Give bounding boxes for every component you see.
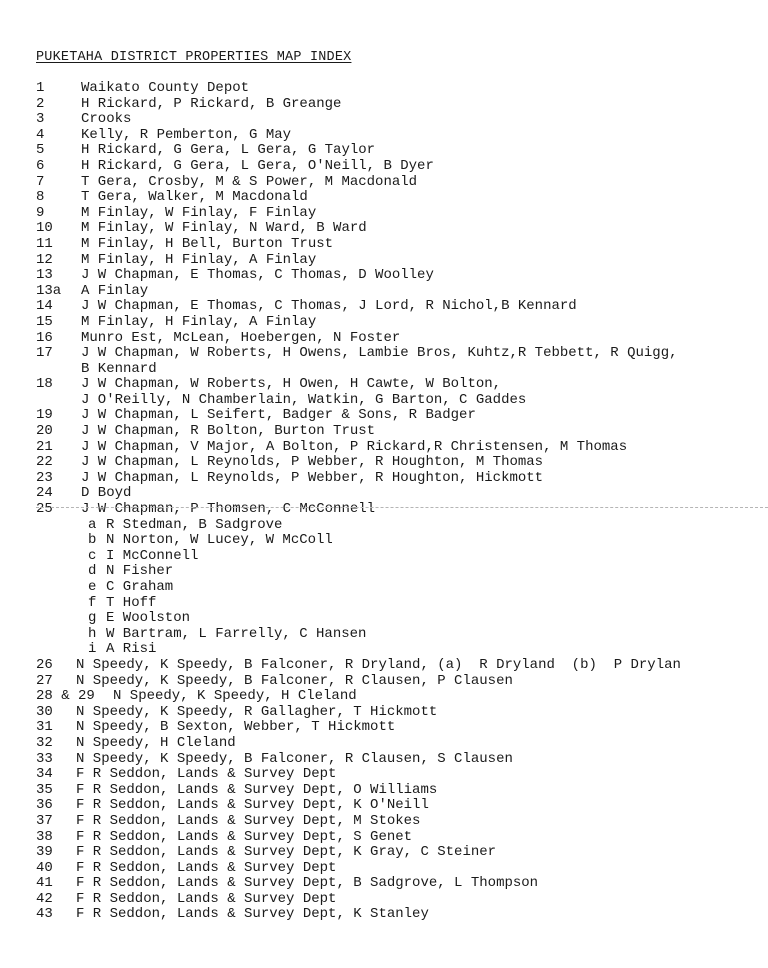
index-entry — [0, 845, 768, 861]
entry-number: 33 — [36, 750, 53, 767]
entry-owners: J W Chapman, W Roberts, H Owens, Lambie Bros, Kuhtz,R Tebbett, R Quigg, B Kennard — [81, 345, 678, 377]
sub-entry — [0, 533, 768, 549]
index-entry — [0, 814, 768, 830]
entry-owners: N Speedy, B Sexton, Webber, T Hickmott — [76, 719, 396, 736]
index-entry — [0, 221, 768, 237]
entry-number: 24 — [36, 485, 53, 502]
scan-fold-line — [36, 507, 768, 508]
entry-number: 27 — [36, 672, 53, 689]
entry-owners: Munro Est, McLean, Hoebergen, N Foster — [81, 329, 401, 346]
sub-entry — [0, 549, 768, 565]
entry-owners: J W Chapman, E Thomas, C Thomas, D Woolley — [81, 267, 434, 284]
index-entry — [0, 253, 768, 269]
index-entry — [0, 81, 768, 97]
entry-owners: A Finlay — [81, 282, 149, 299]
entry-number: 21 — [36, 438, 53, 455]
index-entry — [0, 377, 768, 408]
entry-number: 28 & 29 — [36, 688, 95, 705]
entry-number: 34 — [36, 766, 53, 783]
entry-number: 8 — [36, 189, 45, 206]
entry-number: 18 — [36, 376, 53, 393]
sub-entry-letter: a — [88, 516, 97, 533]
sub-entry-owners: W Bartram, L Farrelly, C Hansen — [106, 625, 367, 642]
entry-owners: M Finlay, W Finlay, N Ward, B Ward — [81, 220, 367, 237]
sub-entry-owners: A Risi — [106, 641, 157, 658]
entry-number: 30 — [36, 703, 53, 720]
entry-number: 14 — [36, 298, 53, 315]
entry-owners: J W Chapman, L Seifert, Badger & Sons, R Badger — [81, 407, 476, 424]
sub-entry-owners: N Norton, W Lucey, W McColl — [106, 532, 333, 549]
entry-owners: J W Chapman, P Thomsen, C McConnell — [81, 501, 376, 518]
index-entry — [0, 206, 768, 222]
entry-number: 7 — [36, 173, 45, 190]
entry-owners: F R Seddon, Lands & Survey Dept, S Genet — [76, 828, 413, 845]
entry-owners: D Boyd — [81, 485, 132, 502]
entry-number: 42 — [36, 890, 53, 907]
index-entry — [0, 284, 768, 300]
sub-entry-owners: I McConnell — [106, 547, 199, 564]
entry-number: 20 — [36, 423, 53, 440]
entry-number: 35 — [36, 781, 53, 798]
sub-entry-letter: c — [88, 547, 97, 564]
index-entry — [0, 502, 768, 518]
sub-entry — [0, 642, 768, 658]
index-entry — [0, 408, 768, 424]
entry-number: 13 — [36, 267, 53, 284]
sub-entry-letter: g — [88, 610, 97, 627]
entry-number: 16 — [36, 329, 53, 346]
entry-number: 38 — [36, 828, 53, 845]
index-entry — [0, 346, 768, 377]
index-entry — [0, 128, 768, 144]
sub-entry-owners: C Graham — [106, 579, 174, 595]
page-title: PUKETAHA DISTRICT PROPERTIES MAP INDEX — [36, 50, 352, 65]
index-entry — [0, 783, 768, 799]
sub-entry-owners: E Woolston — [106, 610, 191, 627]
entry-owners: N Speedy, K Speedy, B Falconer, R Clausen, P Clausen — [76, 672, 513, 689]
entry-number: 26 — [36, 656, 53, 673]
sub-entry-letter: f — [88, 594, 97, 611]
entry-number: 39 — [36, 844, 53, 861]
entry-owners: F R Seddon, Lands & Survey Dept, K Stanley — [76, 906, 429, 923]
entry-number: 2 — [36, 95, 45, 112]
entry-owners: F R Seddon, Lands & Survey Dept — [76, 859, 337, 876]
entry-number: 5 — [36, 142, 45, 159]
entry-owners: M Finlay, W Finlay, F Finlay — [81, 204, 317, 221]
entry-number: 31 — [36, 719, 53, 736]
entry-owners: J W Chapman, W Roberts, H Owen, H Cawte, W Bolton, J O'Reilly, N Chamberlain, Watkin, G Barton, C Gaddes — [81, 376, 527, 408]
index-entry — [0, 752, 768, 768]
entry-number: 32 — [36, 734, 53, 751]
entry-number: 11 — [36, 235, 53, 252]
entry-owners: M Finlay, H Bell, Burton Trust — [81, 235, 334, 252]
entry-owners: N Speedy, H Cleland — [76, 734, 236, 751]
sub-entry-letter: h — [88, 625, 97, 642]
index-entry — [0, 892, 768, 908]
entry-number: 43 — [36, 906, 53, 923]
entry-number: 23 — [36, 469, 53, 486]
sub-entry — [0, 627, 768, 643]
entry-owners: H Rickard, G Gera, L Gera, O'Neill, B Dyer — [81, 157, 434, 174]
entry-number: 3 — [36, 111, 45, 128]
index-entry — [0, 907, 768, 923]
map-index-list — [0, 81, 768, 923]
entry-number: 10 — [36, 220, 53, 237]
index-entry — [0, 471, 768, 487]
sub-entry-letter: b — [88, 532, 97, 549]
index-entry — [0, 299, 768, 315]
entry-owners: F R Seddon, Lands & Survey Dept — [76, 766, 337, 783]
entry-owners: N Speedy, K Speedy, B Falconer, R Dryland, (a) R Dryland (b) P Drylan — [76, 656, 681, 673]
entry-number: 1 — [36, 80, 45, 96]
sub-entry-letter: e — [88, 579, 97, 595]
index-entry — [0, 861, 768, 877]
entry-number: 41 — [36, 875, 53, 892]
entry-owners: F R Seddon, Lands & Survey Dept — [76, 890, 337, 907]
entry-owners: Waikato County Depot — [81, 80, 250, 96]
entry-number: 12 — [36, 251, 53, 268]
entry-owners: N Speedy, K Speedy, R Gallagher, T Hickmott — [76, 703, 438, 720]
entry-owners: F R Seddon, Lands & Survey Dept, M Stokes — [76, 812, 421, 829]
index-entry — [0, 237, 768, 253]
entry-number: 36 — [36, 797, 53, 814]
sub-entry — [0, 518, 768, 534]
index-entry — [0, 658, 768, 674]
sub-entry-owners: T Hoff — [106, 594, 157, 611]
entry-number: 15 — [36, 313, 53, 330]
index-entry — [0, 689, 768, 705]
entry-owners: M Finlay, H Finlay, A Finlay — [81, 251, 317, 268]
entry-number: 17 — [36, 345, 53, 362]
entry-number: 4 — [36, 126, 45, 143]
entry-number: 25 — [36, 501, 53, 518]
index-entry — [0, 674, 768, 690]
index-entry — [0, 112, 768, 128]
index-entry — [0, 268, 768, 284]
index-entry — [0, 736, 768, 752]
sub-entry — [0, 564, 768, 580]
entry-owners: H Rickard, P Rickard, B Greange — [81, 95, 342, 112]
entry-owners: F R Seddon, Lands & Survey Dept, K O'Neill — [76, 797, 429, 814]
index-entry — [0, 705, 768, 721]
entry-owners: F R Seddon, Lands & Survey Dept, O Williams — [76, 781, 438, 798]
index-entry — [0, 97, 768, 113]
entry-number: 37 — [36, 812, 53, 829]
index-entry — [0, 767, 768, 783]
index-entry — [0, 159, 768, 175]
index-entry — [0, 143, 768, 159]
entry-owners: J W Chapman, E Thomas, C Thomas, J Lord, R Nichol,B Kennard — [81, 298, 577, 315]
entry-owners: N Speedy, K Speedy, B Falconer, R Clausen, S Clausen — [76, 750, 513, 767]
index-entry — [0, 331, 768, 347]
entry-number: 22 — [36, 454, 53, 471]
entry-owners: F R Seddon, Lands & Survey Dept, B Sadgrove, L Thompson — [76, 875, 539, 892]
entry-number: 13a — [36, 282, 62, 299]
index-entry — [0, 720, 768, 736]
entry-owners: Kelly, R Pemberton, G May — [81, 126, 292, 143]
sub-entry — [0, 611, 768, 627]
index-entry — [0, 876, 768, 892]
entry-owners: Crooks — [81, 111, 132, 128]
sub-entry-owners: R Stedman, B Sadgrove — [106, 516, 283, 533]
entry-number: 19 — [36, 407, 53, 424]
sub-entry-letter: i — [88, 641, 97, 658]
index-entry — [0, 190, 768, 206]
entry-owners: J W Chapman, R Bolton, Burton Trust — [81, 423, 376, 440]
entry-number: 40 — [36, 859, 53, 876]
entry-owners: J W Chapman, L Reynolds, P Webber, R Houghton, M Thomas — [81, 454, 544, 471]
entry-number: 6 — [36, 157, 45, 174]
sub-entry-letter: d — [88, 563, 97, 580]
sub-entry-owners: N Fisher — [106, 563, 174, 580]
entry-owners: T Gera, Crosby, M & S Power, M Macdonald — [81, 173, 418, 190]
entry-owners: H Rickard, G Gera, L Gera, G Taylor — [81, 142, 376, 159]
sub-entry — [0, 596, 768, 612]
entry-owners: N Speedy, K Speedy, H Cleland — [113, 688, 357, 705]
index-entry — [0, 440, 768, 456]
entry-owners: J W Chapman, L Reynolds, P Webber, R Houghton, Hickmott — [81, 469, 544, 486]
index-entry — [0, 486, 768, 502]
index-entry — [0, 315, 768, 331]
index-entry — [0, 424, 768, 440]
entry-owners: T Gera, Walker, M Macdonald — [81, 189, 308, 206]
index-entry — [0, 455, 768, 471]
index-entry — [0, 830, 768, 846]
entry-number: 9 — [36, 204, 45, 221]
index-entry — [0, 798, 768, 814]
entry-owners: J W Chapman, V Major, A Bolton, P Rickard,R Christensen, M Thomas — [81, 438, 628, 455]
sub-entry — [0, 580, 768, 596]
index-entry — [0, 175, 768, 191]
entry-owners: M Finlay, H Finlay, A Finlay — [81, 313, 317, 330]
entry-owners: F R Seddon, Lands & Survey Dept, K Gray, C Steiner — [76, 844, 497, 861]
